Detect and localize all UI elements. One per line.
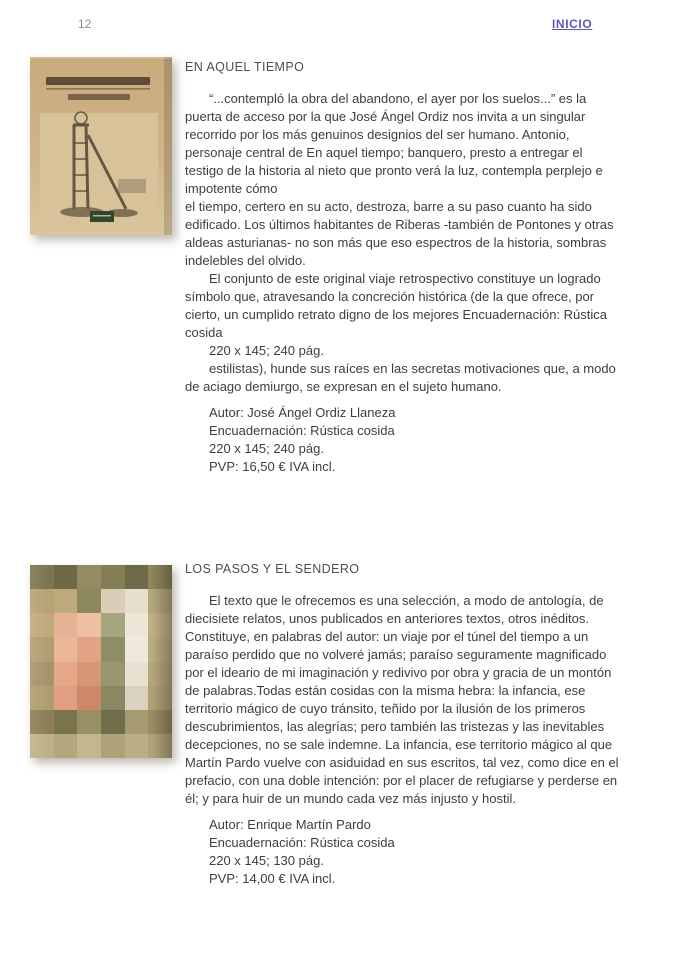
mosaic-cell — [125, 637, 149, 661]
mosaic-cell — [54, 734, 78, 758]
mosaic-cell — [54, 686, 78, 710]
mosaic-cell — [77, 613, 101, 637]
detail-author: Autor: José Ángel Ordiz Llaneza — [209, 405, 396, 420]
mosaic-cell — [125, 613, 149, 637]
cover-mosaic — [30, 565, 172, 758]
mosaic-cell — [101, 589, 125, 613]
mosaic-cell — [101, 734, 125, 758]
mosaic-cell — [125, 589, 149, 613]
book-title: EN AQUEL TIEMPO — [185, 60, 305, 74]
detail-price: PVP: 16,50 € IVA incl. — [209, 459, 336, 474]
detail-price: PVP: 14,00 € IVA incl. — [209, 871, 336, 886]
mosaic-cell — [77, 662, 101, 686]
mosaic-cell — [30, 589, 54, 613]
mosaic-cell — [101, 637, 125, 661]
mosaic-cell — [30, 734, 54, 758]
mosaic-cell — [101, 613, 125, 637]
mosaic-cell — [148, 613, 172, 637]
book-title: LOS PASOS Y EL SENDERO — [185, 562, 360, 576]
mosaic-cell — [148, 637, 172, 661]
book-details — [209, 404, 621, 476]
book-cover-los-pasos-y-el-sendero — [30, 565, 172, 758]
mosaic-cell — [148, 710, 172, 734]
mosaic-cell — [101, 565, 125, 589]
page-number: 12 — [78, 17, 92, 31]
paragraph: el tiempo, certero en su acto, destroza, barre a su paso cuanto ha sido edificado. Los últimos habitantes de Riberas -también de Pontones y otras aldeas asturianas- no son más que eso espectros de la historia, sombras indelebles del olvido. — [185, 199, 614, 268]
mosaic-cell — [30, 637, 54, 661]
mosaic-cell — [54, 710, 78, 734]
detail-binding: Encuadernación: Rústica cosida — [209, 835, 395, 850]
mosaic-cell — [148, 686, 172, 710]
mosaic-cell — [125, 710, 149, 734]
mosaic-cell — [54, 589, 78, 613]
mosaic-cell — [125, 565, 149, 589]
mosaic-cell — [148, 662, 172, 686]
mosaic-cell — [54, 565, 78, 589]
mosaic-cell — [77, 589, 101, 613]
detail-binding: Encuadernación: Rústica cosida — [209, 423, 395, 438]
paragraph: “...contempló la obra del abandono, el ayer por los suelos...” es la puerta de acceso por la que José Ángel Ordiz nos invita a un singular recorrido por los más genuinos designios del ser humano. Antonio, personaje central de En aquel tiempo; banquero, presto a entregar el testigo de la historia al nieto que pronto verá la luz, contempla perplejo e impotente cómo — [185, 91, 603, 196]
mosaic-cell — [125, 734, 149, 758]
mosaic-cell — [30, 686, 54, 710]
mosaic-cell — [54, 637, 78, 661]
mosaic-cell — [148, 734, 172, 758]
detail-size: 220 x 145; 130 pág. — [209, 853, 324, 868]
inicio-link[interactable]: INICIO — [552, 17, 593, 31]
paragraph: estilistas), hunde sus raíces en las secretas motivaciones que, a modo de aciago demiurgo, se expresan en el sujeto humano. — [185, 361, 616, 394]
mosaic-cell — [77, 565, 101, 589]
mosaic-cell — [148, 565, 172, 589]
paragraph: 220 x 145; 240 pág. — [209, 343, 324, 358]
mosaic-cell — [54, 613, 78, 637]
mosaic-cell — [30, 710, 54, 734]
mosaic-cell — [54, 662, 78, 686]
book-description — [185, 90, 621, 476]
mosaic-cell — [77, 637, 101, 661]
mosaic-cell — [101, 710, 125, 734]
book-details — [209, 816, 621, 888]
mosaic-cell — [101, 662, 125, 686]
book-cover-en-aquel-tiempo — [30, 57, 172, 235]
mosaic-cell — [77, 710, 101, 734]
mosaic-cell — [125, 662, 149, 686]
mosaic-cell — [30, 613, 54, 637]
mosaic-cell — [148, 589, 172, 613]
book-description — [185, 592, 621, 888]
paragraph: El conjunto de este original viaje retrospectivo constituye un logrado símbolo que, atravesando la concreción histórica (de la que ofrece, por cierto, un cumplido retrato digno de los mejores Encuadernación: Rústica cosida — [185, 271, 608, 340]
mosaic-cell — [125, 686, 149, 710]
mosaic-cell — [30, 662, 54, 686]
detail-author: Autor: Enrique Martín Pardo — [209, 817, 371, 832]
detail-size: 220 x 145; 240 pág. — [209, 441, 324, 456]
paragraph: El texto que le ofrecemos es una selección, a modo de antología, de diecisiete relatos, unos publicados en anteriores textos, otros inéditos. Constituye, en palabras del autor: un viaje por el túnel del tiempo a un paraíso perdido que no volveré jamás; paraíso seguramente magnificado por el ideario de mi imaginación y redivivo por obra y gracia de un montón de palabras.Todas están cosidas con la misma hebra: la infancia, ese territorio mágico de cuyo tránsito, teñido por la ilusión de los primeros descubrimientos, las alegrías; pero también las tristezas y las inevitables decepciones, no se sale indemne. La infancia, ese territorio mágico al que Martín Pardo vuelve con asiduidad en sus escritos, tal vez, como dice en el prefacio, con una doble intención: por el placer de refugiarse y perderse en él; y para huir de un mundo cada vez más injusto y hostil. — [185, 593, 619, 806]
mosaic-cell — [77, 686, 101, 710]
mosaic-cell — [101, 686, 125, 710]
mosaic-cell — [77, 734, 101, 758]
book-cover-illustration — [30, 57, 172, 235]
mosaic-cell — [30, 565, 54, 589]
